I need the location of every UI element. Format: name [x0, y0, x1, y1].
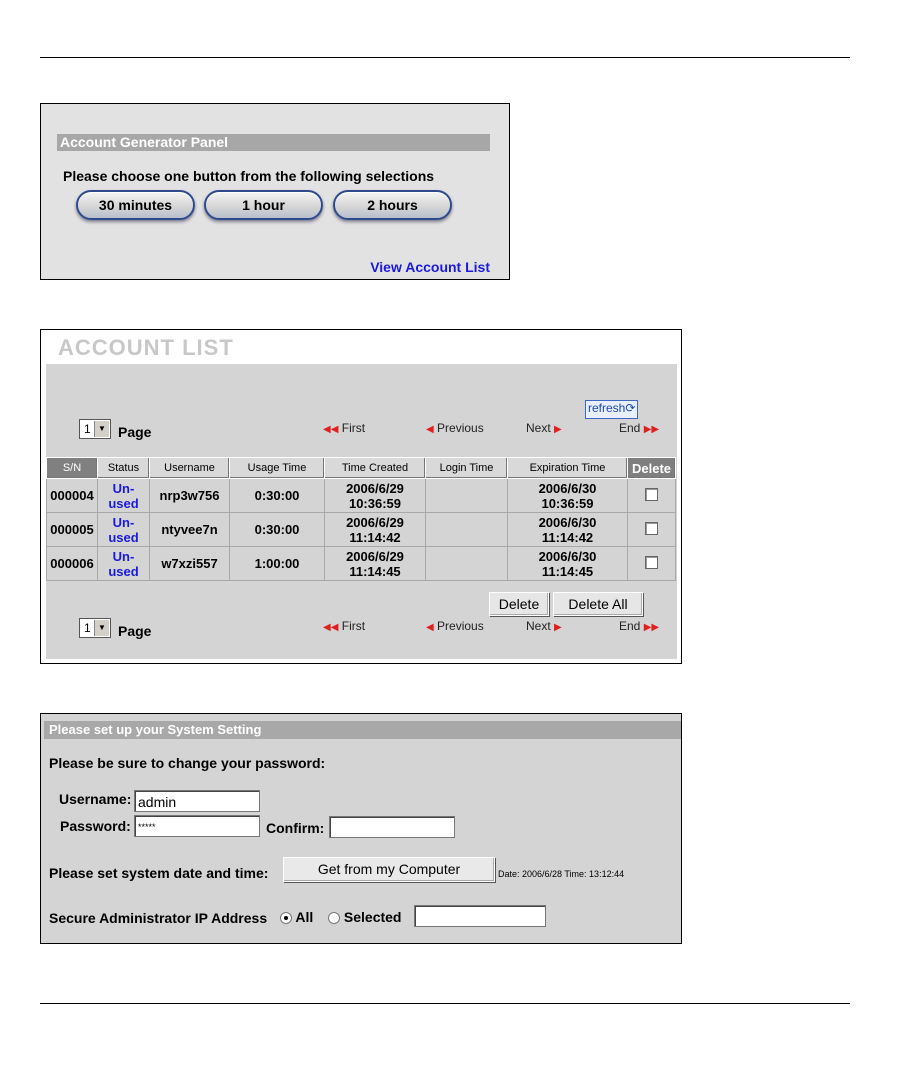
table-row: [47, 547, 676, 581]
page-select-value: 1: [84, 422, 91, 436]
username-cell: ntyvee7n: [150, 513, 230, 547]
time-created-cell: [325, 513, 426, 547]
date-label: Please set system date and time:: [49, 865, 269, 881]
next-label: Next: [526, 619, 551, 633]
exp-time: 11:14:45: [541, 563, 594, 579]
col-status[interactable]: Status: [98, 458, 150, 479]
next-link[interactable]: [526, 619, 562, 633]
confirm-label: Confirm:: [266, 820, 325, 836]
login-time-cell: [426, 479, 508, 513]
end-link[interactable]: [619, 619, 659, 633]
chevron-down-icon: ▼: [94, 421, 109, 437]
table-row: [47, 513, 676, 547]
radio-all-button[interactable]: [280, 912, 292, 924]
next-icon: ▶: [554, 622, 562, 633]
sn-cell: 000005: [47, 513, 98, 547]
top-rule: [40, 57, 850, 58]
col-time-created[interactable]: Time Created: [325, 458, 426, 479]
delete-all-button[interactable]: Delete All: [553, 592, 643, 616]
col-expiration-time[interactable]: Expiration Time: [508, 458, 628, 479]
table-row: [47, 479, 676, 513]
account-list-heading: ACCOUNT LIST: [58, 335, 234, 360]
time-created-cell: [325, 547, 426, 581]
page-select-bottom[interactable]: [79, 618, 111, 638]
ip-label: Secure Administrator IP Address: [49, 910, 268, 926]
date-time-readout: Date: 2006/6/28 Time: 13:12:44: [498, 869, 625, 879]
radio-selected-button[interactable]: [328, 912, 340, 924]
end-icon: ▶▶: [643, 622, 660, 633]
previous-link[interactable]: [426, 421, 484, 435]
created-time: 11:14:42: [349, 529, 401, 545]
next-link[interactable]: [526, 421, 562, 435]
status-cell: Un-used: [98, 547, 150, 581]
col-login-time[interactable]: Login Time: [426, 458, 508, 479]
next-label: Next: [526, 421, 551, 435]
previous-icon: ◀: [426, 622, 434, 633]
exp-time: 10:36:59: [541, 495, 594, 511]
get-from-computer-button[interactable]: Get from my Computer: [283, 857, 495, 882]
radio-all[interactable]: [280, 909, 313, 925]
sn-cell: 000006: [47, 547, 98, 581]
delete-cell: [628, 479, 676, 513]
expiration-time-cell: [508, 479, 628, 513]
page-select-value: 1: [84, 621, 91, 635]
password-label: Password:: [60, 818, 131, 834]
col-username[interactable]: Username: [150, 458, 230, 479]
chevron-down-icon: ▼: [94, 620, 109, 636]
first-label: First: [341, 619, 366, 633]
usage-time-cell: 1:00:00: [230, 547, 325, 581]
previous-label: Previous: [437, 619, 484, 633]
page-label: Page: [118, 424, 152, 440]
exp-date: 2006/6/30: [538, 480, 597, 496]
end-icon: ▶▶: [643, 424, 660, 435]
30-minutes-button[interactable]: 30 minutes: [76, 190, 195, 220]
delete-checkbox[interactable]: [645, 488, 658, 501]
bottom-rule: [40, 1003, 850, 1004]
delete-cell: [628, 513, 676, 547]
exp-time: 11:14:42: [541, 529, 594, 545]
password-field[interactable]: *****: [134, 815, 260, 837]
end-label: End: [619, 619, 641, 633]
username-field[interactable]: admin: [134, 790, 260, 812]
first-link[interactable]: [323, 619, 365, 633]
refresh-label: refresh: [588, 401, 626, 415]
system-setting-panel: [40, 713, 682, 944]
confirm-field[interactable]: [329, 816, 455, 838]
col-usage-time[interactable]: Usage Time: [230, 458, 325, 479]
end-link[interactable]: [619, 421, 659, 435]
created-time: 10:36:59: [348, 495, 402, 511]
previous-link[interactable]: [426, 619, 484, 633]
created-date: 2006/6/29: [346, 514, 404, 530]
account-list-body: [46, 364, 677, 659]
col-delete: Delete: [628, 458, 676, 479]
first-label: First: [341, 421, 366, 435]
col-sn[interactable]: S/N: [47, 458, 98, 479]
status-cell: Un-used: [98, 513, 150, 547]
system-title: Please set up your System Setting: [44, 721, 681, 739]
instruction-text: Please choose one button from the following selections: [63, 168, 435, 184]
panel-title: Account Generator Panel: [57, 134, 490, 151]
end-label: End: [619, 421, 641, 435]
login-time-cell: [426, 547, 508, 581]
first-icon: ◀◀: [323, 622, 339, 633]
table-header-row: [47, 458, 676, 479]
previous-label: Previous: [437, 421, 484, 435]
exp-date: 2006/6/30: [538, 548, 597, 564]
created-date: 2006/6/29: [346, 548, 404, 564]
time-created-cell: [325, 479, 426, 513]
2-hours-button[interactable]: 2 hours: [333, 190, 452, 220]
1-hour-button[interactable]: 1 hour: [204, 190, 323, 220]
username-cell: nrp3w756: [150, 479, 230, 513]
account-table: [46, 457, 676, 581]
refresh-icon: ⟳: [625, 401, 636, 415]
delete-button[interactable]: Delete: [489, 592, 549, 616]
view-account-list-link[interactable]: View Account List: [370, 259, 490, 275]
expiration-time-cell: [508, 513, 628, 547]
expiration-time-cell: [508, 547, 628, 581]
first-link[interactable]: [323, 421, 365, 435]
next-icon: ▶: [554, 424, 562, 435]
previous-icon: ◀: [426, 424, 434, 435]
account-list-panel: [40, 329, 682, 664]
usage-time-cell: 0:30:00: [230, 479, 325, 513]
created-date: 2006/6/29: [346, 480, 404, 496]
password-note: Please be sure to change your password:: [49, 755, 326, 771]
login-time-cell: [426, 513, 508, 547]
refresh-button[interactable]: [585, 400, 638, 419]
delete-cell: [628, 547, 676, 581]
username-cell: w7xzi557: [150, 547, 230, 581]
status-cell: Un-used: [98, 479, 150, 513]
sn-cell: 000004: [47, 479, 98, 513]
ip-address-field[interactable]: [414, 905, 546, 927]
usage-time-cell: 0:30:00: [230, 513, 325, 547]
first-icon: ◀◀: [323, 424, 339, 435]
radio-selected-label: Selected: [343, 909, 402, 925]
username-label: Username:: [59, 791, 132, 807]
account-generator-panel: [40, 103, 510, 280]
radio-selected[interactable]: [328, 909, 401, 925]
exp-date: 2006/6/30: [538, 514, 597, 530]
page-label: Page: [118, 623, 152, 639]
page-select-top[interactable]: [79, 419, 111, 439]
created-time: 11:14:45: [349, 563, 401, 579]
delete-checkbox[interactable]: [645, 556, 658, 569]
delete-checkbox[interactable]: [645, 522, 658, 535]
radio-all-label: All: [295, 909, 314, 925]
